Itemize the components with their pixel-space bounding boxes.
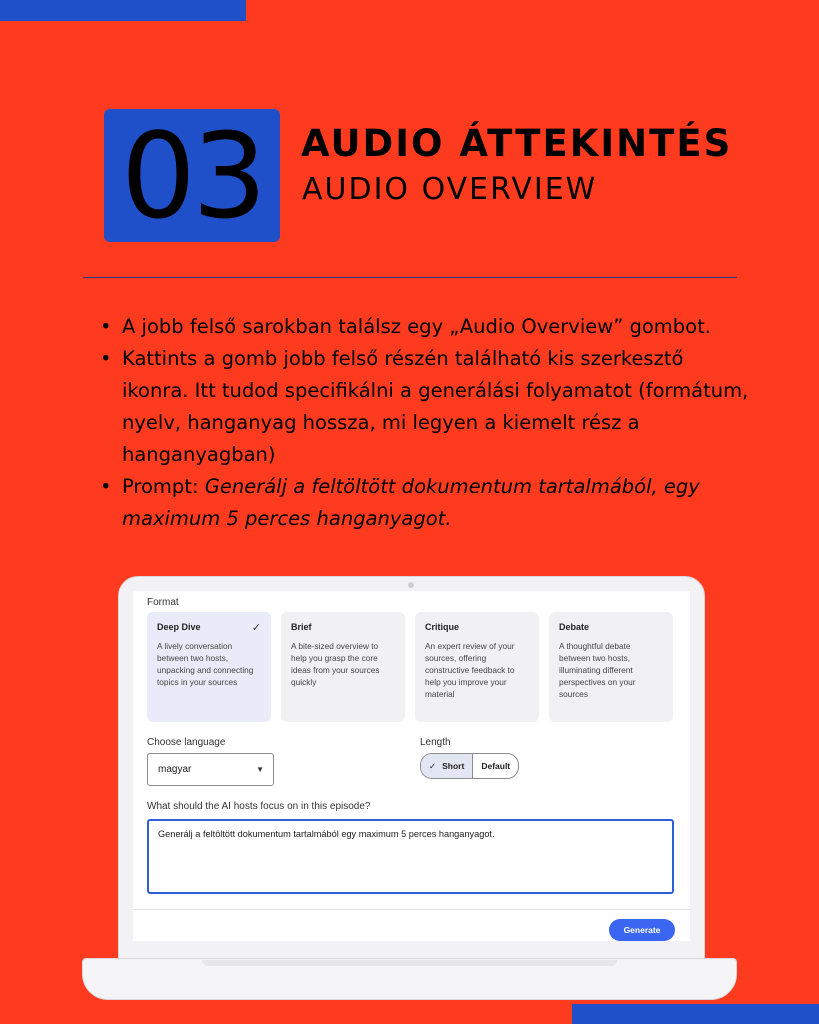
length-default-button[interactable]: Default [481,761,511,771]
laptop-notch [202,960,617,966]
format-card-critique[interactable] [415,612,539,722]
list-item [100,471,750,535]
footer-divider [133,909,690,910]
language-select[interactable] [147,753,274,786]
corner-bar-bottom [572,1004,819,1024]
card-title: Brief [291,622,312,632]
audio-overview-dialog [133,591,690,941]
page-subtitle: AUDIO OVERVIEW [302,172,598,207]
format-label: Format [147,597,179,608]
card-description: An expert review of your sources, offering constructive feedback to help you improve your material [425,641,515,699]
length-short-button[interactable]: ✓ Short [421,754,473,778]
card-description: A thoughtful debate between two hosts, illuminating different perspectives on your sources [559,641,636,699]
check-icon: ✓ [429,761,437,771]
list-item: • A jobb felső sarokban találsz egy „Audio Overview” gombot. [100,311,750,343]
section-number-box [104,109,280,242]
check-icon: ✓ [251,622,261,634]
list-item: • Kattints a gomb jobb felső részén található kis szerkesztő ikonra. Itt tudod specifikálni a generálási folyamatot (formátum, nyelv, hanganyag hossza, mi legyen a kiemelt rész a hanganyagban) [100,343,750,471]
format-card-deep-dive[interactable] [147,612,271,722]
card-description: A lively conversation between two hosts, unpacking and connecting topics in your sources [157,641,254,687]
generate-button[interactable]: Generate [609,919,675,941]
prompt-text: Generálj a feltöltött dokumentum tartalmából, egy maximum 5 perces hanganyagot. [122,475,700,530]
instruction-list [100,311,750,535]
focus-label: What should the AI hosts focus on in this episode? [147,801,371,812]
chevron-down-icon: ▼ [256,765,264,774]
camera-dot [408,582,414,588]
focus-input[interactable] [147,819,674,894]
card-title: Critique [425,622,460,632]
focus-input-value: Generálj a feltöltött dokumentum tartalmából egy maximum 5 perces hanganyagot. [158,829,495,839]
laptop-frame [118,576,705,962]
section-number: 03 [120,109,264,242]
card-title: Deep Dive [157,622,201,632]
card-title: Debate [559,622,590,632]
divider [83,277,737,278]
length-toggle [420,753,519,779]
page-title: AUDIO ÁTTEKINTÉS [301,122,733,165]
language-value: magyar [158,764,192,775]
format-card-debate[interactable] [549,612,673,722]
length-label: Length [420,737,451,748]
corner-bar-top [0,0,246,21]
prompt-prefix: Prompt: [122,475,205,498]
language-label: Choose language [147,737,226,748]
card-description: A bite-sized overview to help you grasp the core ideas from your sources quickly [291,641,380,687]
format-card-brief[interactable] [281,612,405,722]
